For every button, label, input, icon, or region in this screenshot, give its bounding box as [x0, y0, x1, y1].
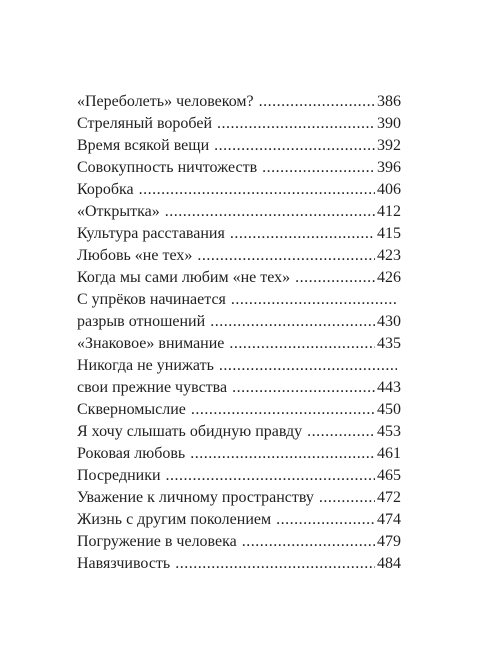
dot-leader [242, 531, 375, 553]
toc-entry-title: Посредники [77, 467, 161, 484]
toc-entry-page: 426 [377, 269, 401, 286]
toc-entry [77, 179, 401, 201]
toc-entry-title: Когда мы сами любим «не тех» [77, 269, 291, 286]
toc-entry-title: Я хочу слышать обидную правду [77, 423, 303, 440]
toc-entry [77, 135, 401, 157]
toc-entry-title: «Открытка» [77, 203, 160, 220]
toc-entry-page: 396 [377, 159, 401, 176]
dot-leader [166, 465, 375, 487]
toc-entry-title: Роковая любовь [77, 445, 186, 462]
dot-leader [139, 179, 375, 201]
toc-entry-title: Жизнь с другим поколением [77, 511, 272, 528]
toc-entry-title: «Знаковое» внимание [77, 335, 225, 352]
dot-leader [231, 289, 397, 311]
toc-entry-page: 450 [377, 401, 401, 418]
toc-entry-title: Совокупность ничтожеств [77, 159, 258, 176]
toc-entry [77, 245, 401, 267]
toc-entry [77, 399, 401, 421]
toc-entry-page: 472 [377, 489, 401, 506]
dot-leader [210, 311, 375, 333]
toc-entry [77, 157, 401, 179]
toc-entry [77, 487, 401, 509]
toc-entry [77, 333, 401, 355]
toc-entry [77, 553, 401, 575]
toc-entry-page: 474 [377, 511, 401, 528]
table-of-contents [77, 91, 401, 575]
toc-entry-page: 443 [377, 379, 401, 396]
dot-leader [191, 399, 375, 421]
dot-leader [232, 377, 375, 399]
dot-leader [230, 223, 375, 245]
toc-entry-page: 430 [377, 313, 401, 330]
toc-entry-page: 423 [377, 247, 401, 264]
toc-entry-title: Скверномыслие [77, 401, 186, 418]
toc-entry [77, 201, 401, 223]
toc-entry-page: 406 [377, 181, 401, 198]
toc-entry-page: 392 [377, 137, 401, 154]
dot-leader [259, 91, 375, 113]
toc-entry-title: разрыв отношений [77, 313, 206, 330]
toc-entry [77, 223, 401, 245]
toc-entry-title: свои прежние чувства [77, 379, 228, 396]
toc-entry [77, 531, 401, 553]
dot-leader [262, 157, 375, 179]
dot-leader [165, 201, 375, 223]
toc-entry [77, 465, 401, 487]
toc-entry-title: Стреляный воробей [77, 115, 213, 132]
dot-leader [190, 443, 375, 465]
toc-entry-title: Культура расставания [77, 225, 225, 242]
dot-leader [276, 509, 375, 531]
toc-entry-page: 479 [377, 533, 401, 550]
toc-entry-title: Любовь «не тех» [77, 247, 193, 264]
toc-entry-page: 453 [377, 423, 401, 440]
dot-leader [219, 355, 397, 377]
toc-entry-title: Уважение к личному пространству [77, 489, 314, 506]
toc-entry [77, 377, 401, 399]
toc-entry-title: Никогда не унижать [77, 357, 214, 374]
toc-entry-page: 390 [377, 115, 401, 132]
toc-entry-page: 465 [377, 467, 401, 484]
dot-leader [217, 113, 375, 135]
toc-entry-page: 386 [377, 93, 401, 110]
dot-leader [175, 553, 375, 575]
dot-leader [229, 333, 375, 355]
toc-entry [77, 289, 401, 311]
toc-entry-title: Время всякой вещи [77, 137, 210, 154]
toc-entry-title: Навязчивость [77, 555, 171, 572]
toc-entry-page: 461 [377, 445, 401, 462]
dot-leader [197, 245, 375, 267]
toc-entry [77, 443, 401, 465]
dot-leader [295, 267, 375, 289]
toc-entry-title: Погружение в человека [77, 533, 237, 550]
toc-entry-title: С упрёков начинается [77, 291, 226, 308]
toc-entry-title: Коробка [77, 181, 134, 198]
toc-entry [77, 267, 401, 289]
toc-entry-page: 415 [377, 225, 401, 242]
toc-entry-title: «Переболеть» человеком? [77, 93, 254, 110]
toc-entry [77, 311, 401, 333]
toc-entry-page: 484 [377, 555, 401, 572]
toc-entry [77, 355, 401, 377]
toc-entry-page: 435 [377, 335, 401, 352]
toc-entry-page: 412 [377, 203, 401, 220]
toc-entry [77, 113, 401, 135]
dot-leader [307, 421, 375, 443]
toc-entry [77, 509, 401, 531]
dot-leader [214, 135, 375, 157]
dot-leader [319, 487, 375, 509]
toc-entry [77, 421, 401, 443]
toc-entry [77, 91, 401, 113]
